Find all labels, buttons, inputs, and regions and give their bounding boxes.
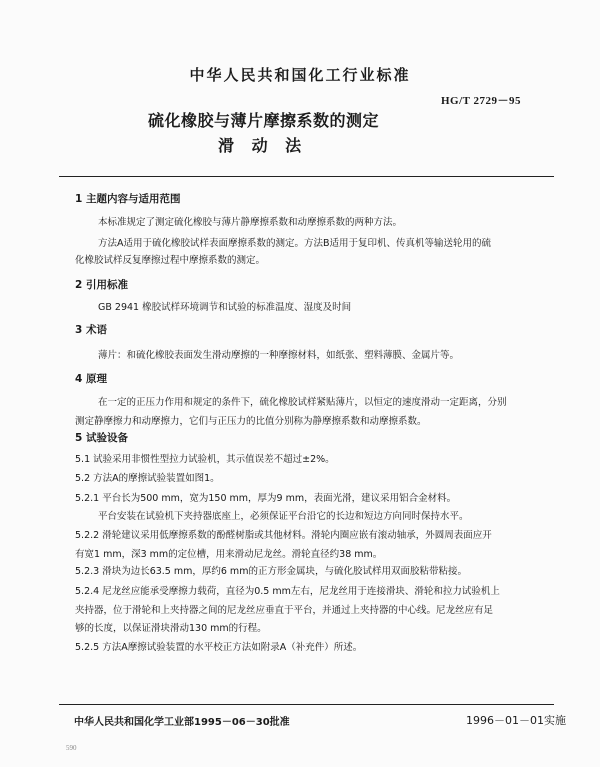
section-2-reference: GB 2941 橡胶试样环境调节和试验的标准温度、湿度及时间 bbox=[98, 302, 352, 313]
section-1-paragraph: 本标准规定了测定硫化橡胶与薄片静摩擦系数和动摩擦系数的两种方法。 bbox=[98, 217, 403, 228]
clause-5-2-1: 5.2.1 平台长为500 mm，宽为150 mm，厚为9 mm，表面光滑，建议采用铝合金材料。 bbox=[75, 493, 457, 504]
clause-5-2-5: 5.2.5 方法A摩擦试验装置的水平校正方法如附录A（补充件）所述。 bbox=[75, 642, 363, 653]
clause-5-2-1: 平台安装在试验机下夹持器底座上，必须保证平台沿它的长边和短边方向同时保持水平。 bbox=[98, 511, 469, 522]
section-1-paragraph: 方法A适用于硫化橡胶试样表面摩擦系数的测定。方法B适用于复印机、传真机等输送轮用的硫 bbox=[98, 238, 492, 249]
section-5-heading: 5 试验设备 bbox=[75, 432, 128, 444]
page-number: 590 bbox=[66, 744, 77, 752]
section-4-heading: 4 原理 bbox=[75, 373, 107, 385]
header-divider bbox=[59, 176, 554, 177]
clause-5-2-2: 有宽1 mm，深3 mm的定位槽，用来滑动尼龙丝。滑轮直径约38 mm。 bbox=[75, 549, 383, 560]
section-2-heading: 2 引用标准 bbox=[75, 279, 128, 291]
standard-number: HG/T 2729－95 bbox=[441, 95, 522, 107]
clause-5-2: 5.2 方法A的摩擦试验装置如图1。 bbox=[75, 473, 220, 484]
document-title: 硫化橡胶与薄片摩擦系数的测定 bbox=[148, 111, 380, 130]
clause-5-1: 5.1 试验采用非惯性型拉力试验机，其示值误差不超过±2%。 bbox=[75, 454, 335, 465]
implementation-date: 1996－01－01实施 bbox=[466, 714, 566, 727]
clause-5-2-4: 夹持器，位于滑轮和上夹持器之间的尼龙丝应垂直于平台，并通过上夹持器的中心线。尼龙丝应有足 bbox=[75, 605, 494, 616]
approval-date: 中华人民共和国化学工业部1995－06－30批准 bbox=[74, 717, 290, 728]
section-3-paragraph: 薄片：和硫化橡胶表面发生滑动摩擦的一种摩擦材料，如纸张、塑料薄膜、金属片等。 bbox=[98, 350, 460, 361]
section-1-heading: 1 主题内容与适用范围 bbox=[75, 193, 181, 205]
industry-standard-title: 中华人民共和国化工行业标准 bbox=[189, 66, 411, 84]
footer-divider bbox=[59, 704, 554, 705]
section-3-heading: 3 术语 bbox=[75, 324, 107, 336]
section-4-paragraph: 测定静摩擦力和动摩擦力，它们与正压力的比值分别称为静摩擦系数和动摩擦系数。 bbox=[75, 416, 427, 427]
section-4-paragraph: 在一定的正压力作用和规定的条件下，硫化橡胶试样紧贴薄片，以恒定的速度滑动一定距离，分别 bbox=[98, 397, 507, 408]
document-subtitle: 滑 动 法 bbox=[218, 136, 308, 155]
clause-5-2-4: 5.2.4 尼龙丝应能承受摩擦力载荷，直径为0.5 mm左右，尼龙丝用于连接滑块、滑轮和拉力试验机上 bbox=[75, 586, 500, 597]
clause-5-2-3: 5.2.3 滑块为边长63.5 mm，厚约6 mm的正方形金属块，与硫化胶试样用双面胶粘带粘接。 bbox=[75, 566, 467, 577]
clause-5-2-4: 够的长度，以保证滑块滑动130 mm的行程。 bbox=[75, 623, 267, 634]
section-1-paragraph: 化橡胶试样反复摩擦过程中摩擦系数的测定。 bbox=[75, 255, 266, 266]
clause-5-2-2: 5.2.2 滑轮建议采用低摩擦系数的酚醛树脂或其他材料。滑轮内圈应嵌有滚动轴承，外圆周表面应开 bbox=[75, 530, 492, 541]
